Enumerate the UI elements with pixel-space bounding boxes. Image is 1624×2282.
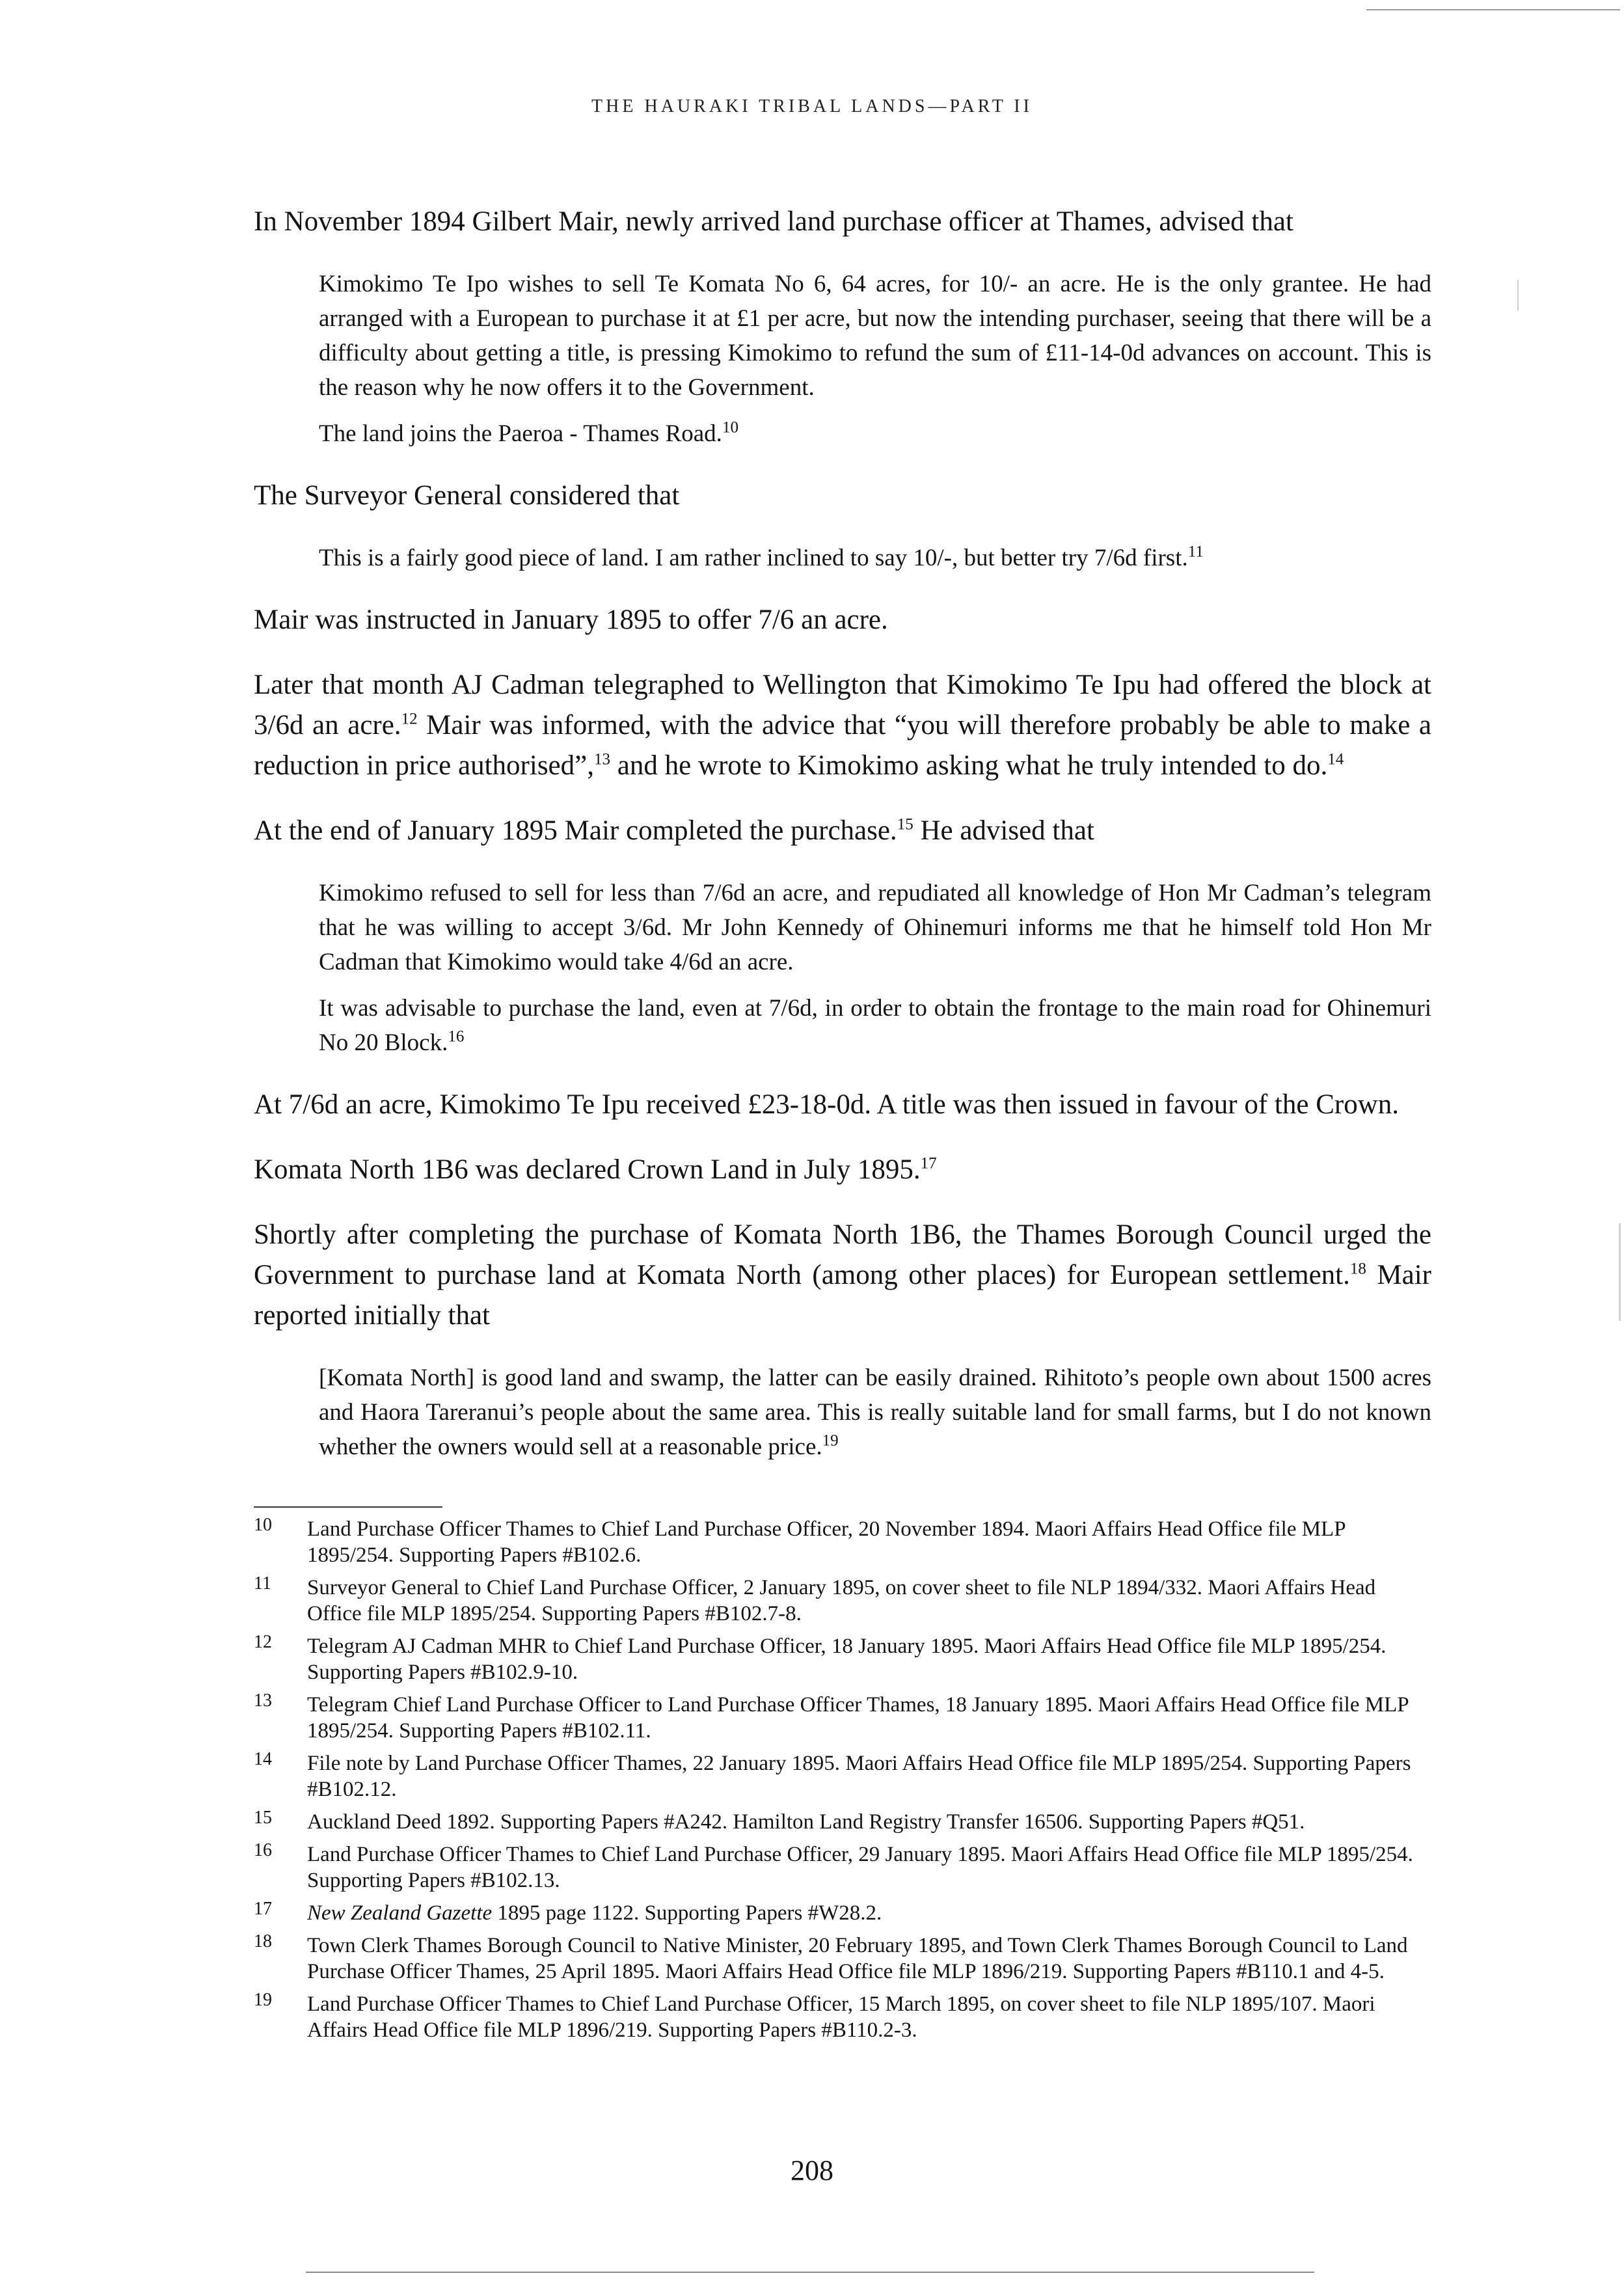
footnote-number: 15 (254, 1808, 272, 1828)
body-paragraph (254, 476, 1431, 516)
text-run: In November 1894 Gilbert Mair, newly arrived land purchase officer at Thames, advised that (254, 206, 1293, 237)
text-run: It was advisable to purchase the land, even at 7/6d, in order to obtain the frontage to the main road for Ohinemuri No 20 Block. (319, 995, 1431, 1056)
text-run: Land Purchase Officer Thames to Chief Land Purchase Officer, 29 January 1895. Maori Affairs Head Office file MLP 1895/254. Supporting Papers #B102.13. (307, 1843, 1413, 1892)
text-run: Mair was instructed in January 1895 to offer 7/6 an acre. (254, 604, 888, 635)
quote-paragraph (319, 1361, 1431, 1464)
footnote (254, 1575, 1431, 1627)
footnote-ref: 19 (822, 1432, 839, 1450)
footnote-number: 12 (254, 1632, 272, 1652)
page-number: 208 (791, 2154, 833, 2186)
footnote-separator (254, 1506, 442, 1508)
text-run: File note by Land Purchase Officer Thames, 22 January 1895. Maori Affairs Head Office file MLP 1895/254. Supporting Papers #B102.12. (307, 1752, 1411, 1801)
scan-speck (1619, 1223, 1621, 1321)
body-paragraph (254, 665, 1431, 786)
text-run: Later that month AJ Cadman telegraphed to Wellington that Kimokimo Te Ipu had offered the block at 3/6d an acre. (254, 670, 1431, 740)
footnote (254, 1633, 1431, 1685)
main-text (254, 202, 1431, 1464)
text-run: Kimokimo refused to sell for less than 7/6d an acre, and repudiated all knowledge of Hon Mr Cadman’s telegram that he was willing to accept 3/6d. Mr John Kennedy of Ohinemuri informs me that he himself told Hon Mr Cadman that Kimokimo would take 4/6d an acre. (319, 880, 1431, 975)
text-run: 1895 page 1122. Supporting Papers #W28.2. (492, 1901, 882, 1925)
quote-paragraph (319, 541, 1431, 575)
block-quote (319, 267, 1431, 451)
footnote-text (307, 1933, 1431, 1985)
footnote-ref: 10 (722, 418, 738, 437)
text-run: Telegram Chief Land Purchase Officer to Land Purchase Officer Thames, 18 January 1895. Maori Affairs Head Office file MLP 1895/254. Supporting Papers #B102.11. (307, 1693, 1409, 1743)
text-run: The Surveyor General considered that (254, 480, 680, 511)
quote-paragraph (319, 267, 1431, 405)
text-run: [Komata North] is good land and swamp, the latter can be easily drained. Rihitoto’s people own about 1500 acres and Haora Tareranui’s people about the same area. This is really suitable land for small farms, but I do not known whether the owners would sell at a reasonable price. (319, 1365, 1431, 1460)
footnote-number: 10 (254, 1515, 272, 1535)
text-run: and he wrote to Kimokimo asking what he truly intended to do. (610, 750, 1328, 781)
footnote-ref: 11 (1187, 543, 1204, 561)
footnote-title: New Zealand Gazette (307, 1901, 493, 1925)
quote-paragraph (319, 991, 1431, 1060)
footnote-text (307, 1516, 1431, 1568)
footnote-ref: 12 (401, 710, 418, 728)
body-paragraph (254, 202, 1431, 242)
footnote (254, 1933, 1431, 1985)
body-paragraph (254, 1150, 1431, 1190)
running-header: THE HAURAKI TRIBAL LANDS—PART II (591, 96, 1033, 116)
footnote-ref: 17 (920, 1154, 937, 1173)
scan-edge-rule-top (1366, 9, 1620, 10)
footnote-ref: 13 (593, 750, 610, 768)
body-paragraph (254, 1085, 1431, 1125)
body-paragraph (254, 1215, 1431, 1336)
footnote-number: 14 (254, 1749, 272, 1769)
text-run: At the end of January 1895 Mair completed the purchase. (254, 815, 897, 846)
footnote (254, 1809, 1431, 1835)
scan-speck (1517, 280, 1519, 311)
block-quote (319, 876, 1431, 1060)
text-run: Shortly after completing the purchase of Komata North 1B6, the Thames Borough Council urged the Government to purchase land at Komata North (among other places) for European settlement. (254, 1219, 1431, 1290)
footnote-number: 13 (254, 1691, 272, 1711)
footnote (254, 1516, 1431, 1568)
quote-paragraph (319, 416, 1431, 451)
text-run: Town Clerk Thames Borough Council to Native Minister, 20 February 1895, and Town Clerk Thames Borough Council to Land Purchase Officer Thames, 25 April 1895. Maori Affairs Head Office file MLP 1896/219. Supporting Papers #B110.1 and 4-5. (307, 1934, 1408, 1983)
footnote (254, 1991, 1431, 2043)
text-run: At 7/6d an acre, Kimokimo Te Ipu received £23-18-0d. A title was then issued in favour of the Crown. (254, 1089, 1399, 1120)
text-run: Kimokimo Te Ipo wishes to sell Te Komata No 6, 64 acres, for 10/- an acre. He is the only grantee. He had arranged with a European to purchase it at £1 per acre, but now the intending purchaser, seeing that there will be a difficulty about getting a title, is pressing Kimokimo to refund the sum of £11-14-0d advances on account. This is the reason why he now offers it to the Government. (319, 271, 1431, 401)
block-quote (319, 541, 1431, 575)
text-run: Surveyor General to Chief Land Purchase Officer, 2 January 1895, on cover sheet to file NLP 1894/332. Maori Affairs Head Office file MLP 1895/254. Supporting Papers #B102.7-8. (307, 1576, 1376, 1625)
footnote-number: 11 (254, 1573, 271, 1594)
text-run: Auckland Deed 1892. Supporting Papers #A242. Hamilton Land Registry Transfer 16506. Supporting Papers #Q51. (307, 1810, 1305, 1834)
text-run: The land joins the Paeroa - Thames Road. (319, 420, 722, 447)
footnote-text (307, 1809, 1431, 1835)
footnote-number: 17 (254, 1899, 272, 1919)
footnote-ref: 15 (897, 815, 914, 834)
footnote-number: 19 (254, 1990, 272, 2010)
footnote (254, 1841, 1431, 1894)
quote-paragraph (319, 876, 1431, 979)
text-run: Mair reported initially that (254, 1260, 1431, 1331)
text-run: This is a fairly good piece of land. I am rather inclined to say 10/-, but better try 7/6d first. (319, 545, 1188, 571)
footnote-text (307, 1692, 1431, 1744)
footnote-text (307, 1900, 1431, 1926)
text-run: Land Purchase Officer Thames to Chief Land Purchase Officer, 15 March 1895, on cover sheet to file NLP 1895/107. Maori Affairs Head Office file MLP 1896/219. Supporting Papers #B110.2-3. (307, 1992, 1375, 2042)
text-run: Mair was informed, with the advice that “you will therefore probably be able to make a reduction in price authorised”, (254, 710, 1431, 781)
footnote-text (307, 1991, 1431, 2043)
body-paragraph (254, 811, 1431, 851)
block-quote (319, 1361, 1431, 1464)
footnote-text (307, 1750, 1431, 1802)
text-run: He advised that (913, 815, 1094, 846)
body-paragraph (254, 600, 1431, 640)
text-run: Land Purchase Officer Thames to Chief Land Purchase Officer, 20 November 1894. Maori Affairs Head Office file MLP 1895/254. Supporting Papers #B102.6. (307, 1517, 1346, 1567)
footnote (254, 1692, 1431, 1744)
footnote (254, 1750, 1431, 1802)
footnote-ref: 14 (1327, 750, 1344, 768)
scan-edge-rule-bottom (306, 2272, 1314, 2273)
footnotes (254, 1516, 1431, 2043)
text-run: Komata North 1B6 was declared Crown Land in July 1895. (254, 1154, 921, 1185)
footnote (254, 1900, 1431, 1926)
text-run: Telegram AJ Cadman MHR to Chief Land Purchase Officer, 18 January 1895. Maori Affairs Head Office file MLP 1895/254. Supporting Papers #B102.9-10. (307, 1635, 1387, 1684)
footnote-ref: 16 (448, 1027, 465, 1046)
footnote-number: 16 (254, 1840, 272, 1860)
footnote-text (307, 1633, 1431, 1685)
footnote-text (307, 1841, 1431, 1894)
footnote-number: 18 (254, 1931, 272, 1951)
footnote-text (307, 1575, 1431, 1627)
footnote-ref: 18 (1349, 1260, 1366, 1278)
